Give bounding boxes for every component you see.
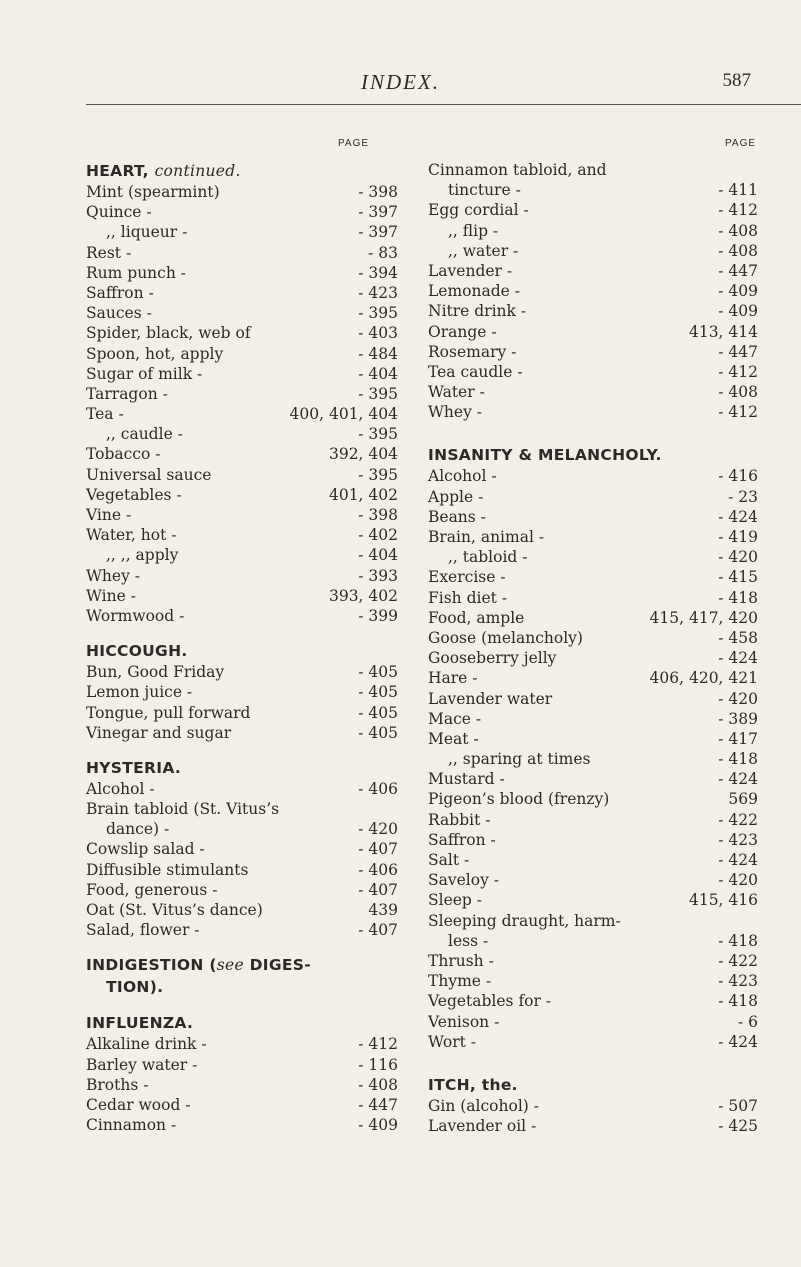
entry-term: Mint (spearmint): [86, 183, 220, 201]
index-entry: [86, 880, 398, 900]
entry-pages: - 399: [358, 606, 398, 625]
index-entry: [428, 830, 758, 850]
entry-term: Gin (alcohol) -: [428, 1096, 539, 1115]
entry-term: Tobacco -: [86, 445, 161, 464]
entry-pages: - 507: [718, 1096, 758, 1115]
entry-pages: - 405: [358, 683, 398, 702]
index-entry: [86, 263, 398, 283]
entry-term: Sauces -: [86, 304, 152, 323]
entry-term: Thrush -: [428, 951, 494, 970]
entry-term: ,, tabloid -: [448, 548, 528, 567]
index-entry: [428, 608, 758, 628]
entries-hiccough: [86, 662, 398, 743]
entry-term: Tea caudle -: [428, 362, 523, 381]
index-entry: [86, 323, 398, 343]
entries-heart: [86, 182, 398, 626]
index-entry: [428, 200, 758, 220]
entry-pages: - 447: [718, 342, 758, 361]
entry-pages: - 397: [358, 203, 398, 222]
index-entry: [428, 991, 758, 1011]
entry-pages: - 420: [718, 689, 758, 708]
index-entry: [86, 1034, 398, 1054]
index-entry: [428, 810, 758, 830]
entry-term: Cowslip salad -: [86, 840, 205, 859]
entry-term: Diffusible stimulants: [86, 860, 249, 879]
index-entry: [428, 1096, 758, 1116]
index-entry: [428, 749, 758, 769]
entry-pages: - 419: [718, 528, 758, 546]
index-entry: [86, 1055, 398, 1075]
index-entry: [428, 628, 758, 648]
entry-term: Meat -: [428, 729, 479, 748]
entry-pages: - 397: [358, 223, 398, 242]
entry-term: Lemonade -: [428, 282, 520, 301]
entry-term: dance) -: [106, 820, 170, 839]
entry-pages: - 408: [718, 241, 758, 260]
index-entry: [428, 180, 758, 200]
entry-pages: - 409: [718, 282, 758, 301]
page-column-label-left: PAGE: [338, 138, 370, 149]
entry-term: ,, liqueur -: [106, 223, 188, 242]
page-title: INDEX.: [360, 70, 441, 94]
index-entry: [86, 1115, 398, 1135]
entry-term: Fish diet -: [428, 588, 508, 607]
entry-term: Thyme -: [428, 972, 492, 991]
entry-pages: - 412: [718, 201, 758, 220]
entry-pages: - 484: [358, 344, 398, 363]
index-entry: [86, 485, 398, 505]
index-entry: [428, 1032, 758, 1052]
entry-pages: - 409: [358, 1116, 398, 1135]
entry-pages: 400, 401, 404: [289, 405, 398, 424]
entry-term: Water -: [428, 383, 485, 402]
header-rule: [86, 104, 801, 105]
entries-cinnamon: [428, 180, 758, 422]
entry-pages: 569: [728, 790, 758, 809]
entry-pages: - 404: [358, 364, 398, 383]
entry-pages: - 420: [358, 820, 398, 839]
section-heading-itch: ITCH, the.: [428, 1075, 518, 1094]
entry-pages: - 415: [718, 568, 758, 587]
entry-pages: - 423: [718, 830, 758, 849]
entry-term: Salt -: [428, 851, 470, 869]
index-entry: [86, 505, 398, 525]
entry-pages: - 411: [718, 181, 758, 200]
section-heading-hysteria: HYSTERIA.: [86, 758, 182, 777]
index-entry: [428, 301, 758, 321]
entry-term: Tarragon -: [86, 384, 168, 403]
entry-term: Whey -: [428, 403, 483, 422]
entry-term: Rabbit -: [428, 810, 491, 829]
entry-pages: - 405: [358, 703, 398, 722]
entry-pages: - 395: [358, 465, 398, 484]
entry-pages: - 407: [358, 880, 398, 899]
index-entry: [428, 527, 758, 547]
entry-pages: 415, 416: [688, 891, 758, 910]
entry-term: Mace -: [428, 709, 482, 728]
section-heading-insanity: INSANITY & MELANCHOLY.: [428, 446, 662, 465]
entry-pages: - 422: [718, 951, 758, 970]
entry-term: Mustard -: [428, 770, 505, 789]
entry-pages: - 23: [728, 487, 758, 506]
entry-pages: 392, 404: [328, 445, 398, 464]
entry-pages: - 418: [718, 992, 758, 1011]
entry-pages: - 403: [358, 324, 398, 343]
entry-pages: - 408: [718, 383, 758, 402]
entry-term: Saveloy -: [428, 871, 499, 890]
entry-pages: - 412: [718, 403, 758, 422]
entry-pages: - 418: [718, 750, 758, 769]
entry-pages: - 418: [718, 931, 758, 950]
index-entry: [428, 668, 758, 688]
entry-pages: - 395: [358, 425, 398, 444]
entry-pages: - 408: [718, 221, 758, 240]
entry-term: Sugar of milk -: [86, 364, 203, 383]
index-entry: [428, 507, 758, 527]
entry-term: Spoon, hot, apply: [86, 344, 224, 363]
index-entry: [428, 241, 758, 261]
entry-term: Brain, animal -: [428, 528, 545, 546]
entry-pages: - 424: [718, 507, 758, 526]
entry-term: Alcohol -: [86, 779, 155, 798]
entry-pages: - 423: [358, 283, 398, 302]
entry-pages: - 394: [358, 263, 398, 282]
entry-pages: - 398: [358, 506, 398, 524]
entry-pages: - 398: [358, 183, 398, 201]
index-entry: [86, 283, 398, 303]
index-entry: [86, 182, 398, 202]
entry-pages: - 423: [718, 972, 758, 991]
index-entry: [428, 709, 758, 729]
entry-pages: 393, 402: [328, 586, 398, 605]
index-entry: [86, 222, 398, 242]
entry-term: Rum punch -: [86, 263, 186, 282]
index-entry: [86, 586, 398, 606]
entry-term: Water, hot -: [86, 526, 177, 545]
index-entry: [428, 322, 758, 342]
entry-term: Hare -: [428, 669, 478, 688]
entry-pages: - 408: [358, 1075, 398, 1094]
index-entry: [428, 648, 758, 668]
entry-term: Quince -: [86, 203, 152, 222]
entry-term: Spider, black, web of: [86, 324, 251, 343]
entry-term: Pigeon’s blood (frenzy): [428, 790, 610, 809]
index-entry: [428, 850, 758, 870]
entry-term: Oat (St. Vitus’s dance): [86, 901, 263, 919]
entry-pages: - 416: [718, 467, 758, 486]
entry-term: Salad, flower -: [86, 921, 200, 940]
entry-pages: 406, 420, 421: [649, 669, 758, 688]
index-entry: [428, 487, 758, 507]
index-entry: [86, 243, 398, 263]
entry-pages: - 409: [718, 302, 758, 321]
index-entry: [428, 402, 758, 422]
index-entry: [86, 662, 398, 682]
entry-term: Lavender -: [428, 261, 513, 280]
index-entry: [428, 261, 758, 281]
entry-term: Beans -: [428, 507, 486, 526]
entry-pages: - 405: [358, 723, 398, 742]
entry-term: Alcohol -: [428, 467, 497, 486]
entry-term: Alkaline drink -: [86, 1035, 207, 1054]
index-entry: [86, 779, 398, 799]
entry-term: Lavender water: [428, 689, 553, 708]
index-entry: [428, 382, 758, 402]
entry-pages: - 6: [737, 1012, 758, 1031]
entry-pages: - 412: [718, 362, 758, 381]
page-column-label-right: PAGE: [725, 138, 757, 149]
index-entry: [86, 682, 398, 702]
entry-pages: - 83: [368, 243, 398, 262]
index-entry: [428, 951, 758, 971]
entries-itch: [428, 1096, 758, 1136]
entry-term: Goose (melancholy): [428, 628, 583, 647]
entry-term: Lavender oil -: [428, 1117, 537, 1136]
entry-pages: - 447: [358, 1095, 398, 1114]
entry-term: Nitre drink -: [428, 302, 527, 321]
entry-term: Rest -: [86, 243, 132, 262]
entry-pages: - 407: [358, 840, 398, 859]
entry-pages: - 393: [358, 566, 398, 585]
index-entry: [428, 890, 758, 910]
running-header: [0, 70, 801, 100]
entry-term: Venison -: [428, 1012, 500, 1031]
entry-term: Tongue, pull forward: [86, 703, 251, 722]
index-entry: [86, 384, 398, 404]
index-entry: [86, 819, 398, 839]
entry-term: Apple -: [428, 487, 484, 506]
page-number: 587: [722, 70, 751, 91]
index-entry: [428, 588, 758, 608]
entry-pages: 401, 402: [328, 485, 398, 504]
index-entry: [86, 303, 398, 323]
entry-term: Brain tabloid (St. Vitus’s: [86, 800, 280, 819]
index-entry: [86, 444, 398, 464]
index-entry: [428, 342, 758, 362]
entry-pages: - 406: [358, 860, 398, 879]
index-entry: [428, 567, 758, 587]
entry-term: Sleeping draught, harm-: [428, 911, 621, 930]
index-entry: [428, 769, 758, 789]
index-entry: [428, 689, 758, 709]
index-entry: [428, 1012, 758, 1032]
entry-cinnamon-tabloid: Cinnamon tabloid, and: [428, 161, 607, 179]
index-entry: [86, 1075, 398, 1095]
entry-pages: - 389: [718, 709, 758, 728]
index-entry: [86, 404, 398, 424]
entry-term: Food, ample: [428, 608, 525, 627]
index-entry: [86, 424, 398, 444]
entry-pages: - 406: [358, 779, 398, 798]
entry-term: Vegetables for -: [428, 992, 552, 1011]
entry-term: Lemon juice -: [86, 683, 193, 702]
entry-term: Egg cordial -: [428, 201, 529, 220]
index-entry: [428, 1116, 758, 1136]
index-entry: [86, 606, 398, 626]
entry-term: Cedar wood -: [86, 1095, 191, 1114]
entry-pages: - 395: [358, 304, 398, 323]
entry-pages: - 447: [718, 261, 758, 280]
entries-influenza: [86, 1034, 398, 1135]
entries-insanity: [428, 466, 758, 1051]
entry-term: Saffron -: [428, 830, 496, 849]
index-entry: [428, 729, 758, 749]
entry-term: ,, caudle -: [106, 425, 183, 444]
entry-term: Vegetables -: [86, 485, 182, 504]
index-entry: [86, 920, 398, 940]
entry-pages: - 412: [358, 1035, 398, 1054]
index-entry: [86, 566, 398, 586]
index-entry: [428, 971, 758, 991]
entry-term: Orange -: [428, 322, 497, 341]
index-entry: [428, 281, 758, 301]
index-entry: [428, 870, 758, 890]
section-heading-indigestion: INDIGESTION (see DIGES-: [86, 956, 311, 975]
entry-term: ,, sparing at times: [448, 750, 591, 769]
index-entry: [86, 900, 398, 920]
entry-pages: 439: [368, 901, 398, 919]
entry-pages: - 418: [718, 588, 758, 607]
entry-pages: 415, 417, 420: [649, 608, 758, 627]
entry-pages: - 116: [358, 1055, 398, 1074]
index-entry: [428, 466, 758, 486]
index-entry: [86, 1095, 398, 1115]
index-entry: [86, 860, 398, 880]
entry-term: Wort -: [428, 1032, 477, 1051]
index-column-left: [86, 160, 398, 1135]
section-heading-indigestion-cont: TION).: [106, 978, 164, 997]
index-column-right: [428, 160, 758, 1136]
entry-term: less -: [448, 931, 489, 950]
entry-term: Vinegar and sugar: [86, 723, 232, 742]
entry-term: Rosemary -: [428, 342, 517, 361]
entry-term: ,, ,, apply: [106, 546, 179, 565]
entry-pages: 413, 414: [688, 322, 758, 341]
entry-pages: - 404: [358, 546, 398, 565]
entry-term: Wormwood -: [86, 606, 185, 625]
entry-term: ,, flip -: [448, 221, 499, 240]
entry-term: Sleep -: [428, 891, 483, 910]
index-entry: [428, 911, 758, 931]
entry-term: Vine -: [86, 506, 132, 524]
entry-term: Barley water -: [86, 1055, 198, 1074]
index-entry: [86, 703, 398, 723]
entry-pages: - 420: [718, 548, 758, 567]
entry-pages: - 425: [718, 1117, 758, 1136]
section-heading-hiccough: HICCOUGH.: [86, 642, 188, 661]
entry-term: Bun, Good Friday: [86, 663, 225, 682]
entry-pages: - 458: [718, 628, 758, 647]
entry-pages: - 424: [718, 649, 758, 668]
entry-term: Whey -: [86, 566, 141, 585]
index-entry: [86, 839, 398, 859]
index-entry: [86, 364, 398, 384]
entry-pages: - 424: [718, 851, 758, 869]
index-entry: [428, 931, 758, 951]
index-entry: [86, 799, 398, 819]
index-entry: [86, 525, 398, 545]
entry-pages: - 405: [358, 663, 398, 682]
entry-term: ,, water -: [448, 241, 519, 260]
entry-pages: - 417: [718, 729, 758, 748]
entry-term: tincture -: [448, 181, 521, 200]
entry-term: Saffron -: [86, 283, 154, 302]
entry-pages: - 422: [718, 810, 758, 829]
entry-term: Gooseberry jelly: [428, 649, 557, 668]
index-entry: [86, 723, 398, 743]
index-entry: [86, 202, 398, 222]
entry-term: Tea -: [86, 405, 124, 424]
section-heading-influenza: INFLUENZA.: [86, 1014, 194, 1033]
entry-pages: - 407: [358, 921, 398, 940]
entry-term: Wine -: [86, 586, 136, 605]
index-entry: [428, 547, 758, 567]
index-entry: [428, 221, 758, 241]
entry-term: Universal sauce: [86, 465, 212, 484]
entry-pages: - 395: [358, 384, 398, 403]
entry-term: Exercise -: [428, 568, 506, 587]
section-heading-heart: HEART, continued.: [86, 162, 241, 180]
index-entry: [86, 465, 398, 485]
entry-pages: - 402: [358, 526, 398, 545]
entry-term: Food, generous -: [86, 880, 218, 899]
entry-pages: - 424: [718, 770, 758, 789]
entry-pages: - 424: [718, 1032, 758, 1051]
entry-term: Cinnamon -: [86, 1116, 177, 1135]
entry-term: Broths -: [86, 1075, 149, 1094]
index-entry: [86, 344, 398, 364]
index-entry: [428, 362, 758, 382]
index-entry: [428, 789, 758, 809]
index-entry: [86, 545, 398, 565]
entry-pages: - 420: [718, 871, 758, 890]
entries-hysteria: [86, 779, 398, 941]
